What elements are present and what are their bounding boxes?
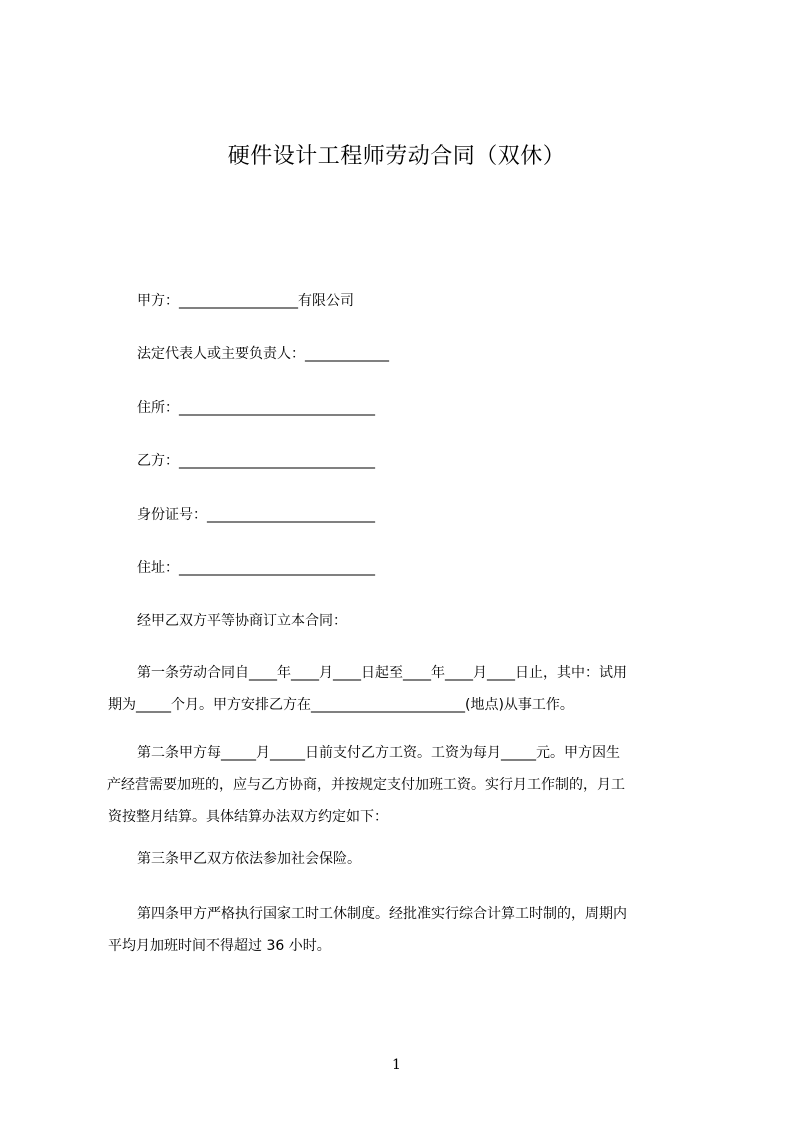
party-a-address-field: 住所：____________________________ [137,400,375,416]
id-number-field: 身份证号：________________________ [137,507,375,523]
legal-representative-field: 法定代表人或主要负责人：____________ [137,346,389,362]
article-4-line-2: 平均月加班时间不得超过 36 小时。 [108,938,331,954]
article-3 [137,843,697,875]
document-title: 硬件设计工程师劳动合同（双休） [227,144,566,169]
article-1-line-2: 期为_____个月。甲方安排乙方在______________________(地点)从事工作。 [108,697,574,713]
intro-text: 经甲乙双方平等协商订立本合同： [137,613,347,629]
party-b-field: 乙方：____________________________ [137,453,375,469]
article-4-line-1: 第四条甲方严格执行国家工时工休制度。经批准实行综合计算工时制的，周期内 [137,906,627,922]
article-4 [108,898,697,962]
article-2-line-2: 产经营需要加班的，应与乙方协商，并按规定支付加班工资。实行月工作制的，月工 [107,777,625,793]
article-2-line-1: 第二条甲方每_____月_____日前支付乙方工资。工资为每月_____元。甲方因生 [137,745,620,761]
article-1-line-1: 第一条劳动合同自____年____月____日起至____年____月____日止，其中：试用 [137,665,627,681]
page-number: 1 [392,1057,401,1073]
article-3-line-1: 第三条甲乙双方依法参加社会保险。 [137,851,361,867]
party-a-field: 甲方：_________________有限公司 [137,293,354,309]
party-b-address-field: 住址：____________________________ [137,560,375,576]
article-1 [108,657,697,721]
article-2 [107,737,697,833]
article-2-line-3: 资按整月结算。具体结算办法双方约定如下： [108,809,388,825]
